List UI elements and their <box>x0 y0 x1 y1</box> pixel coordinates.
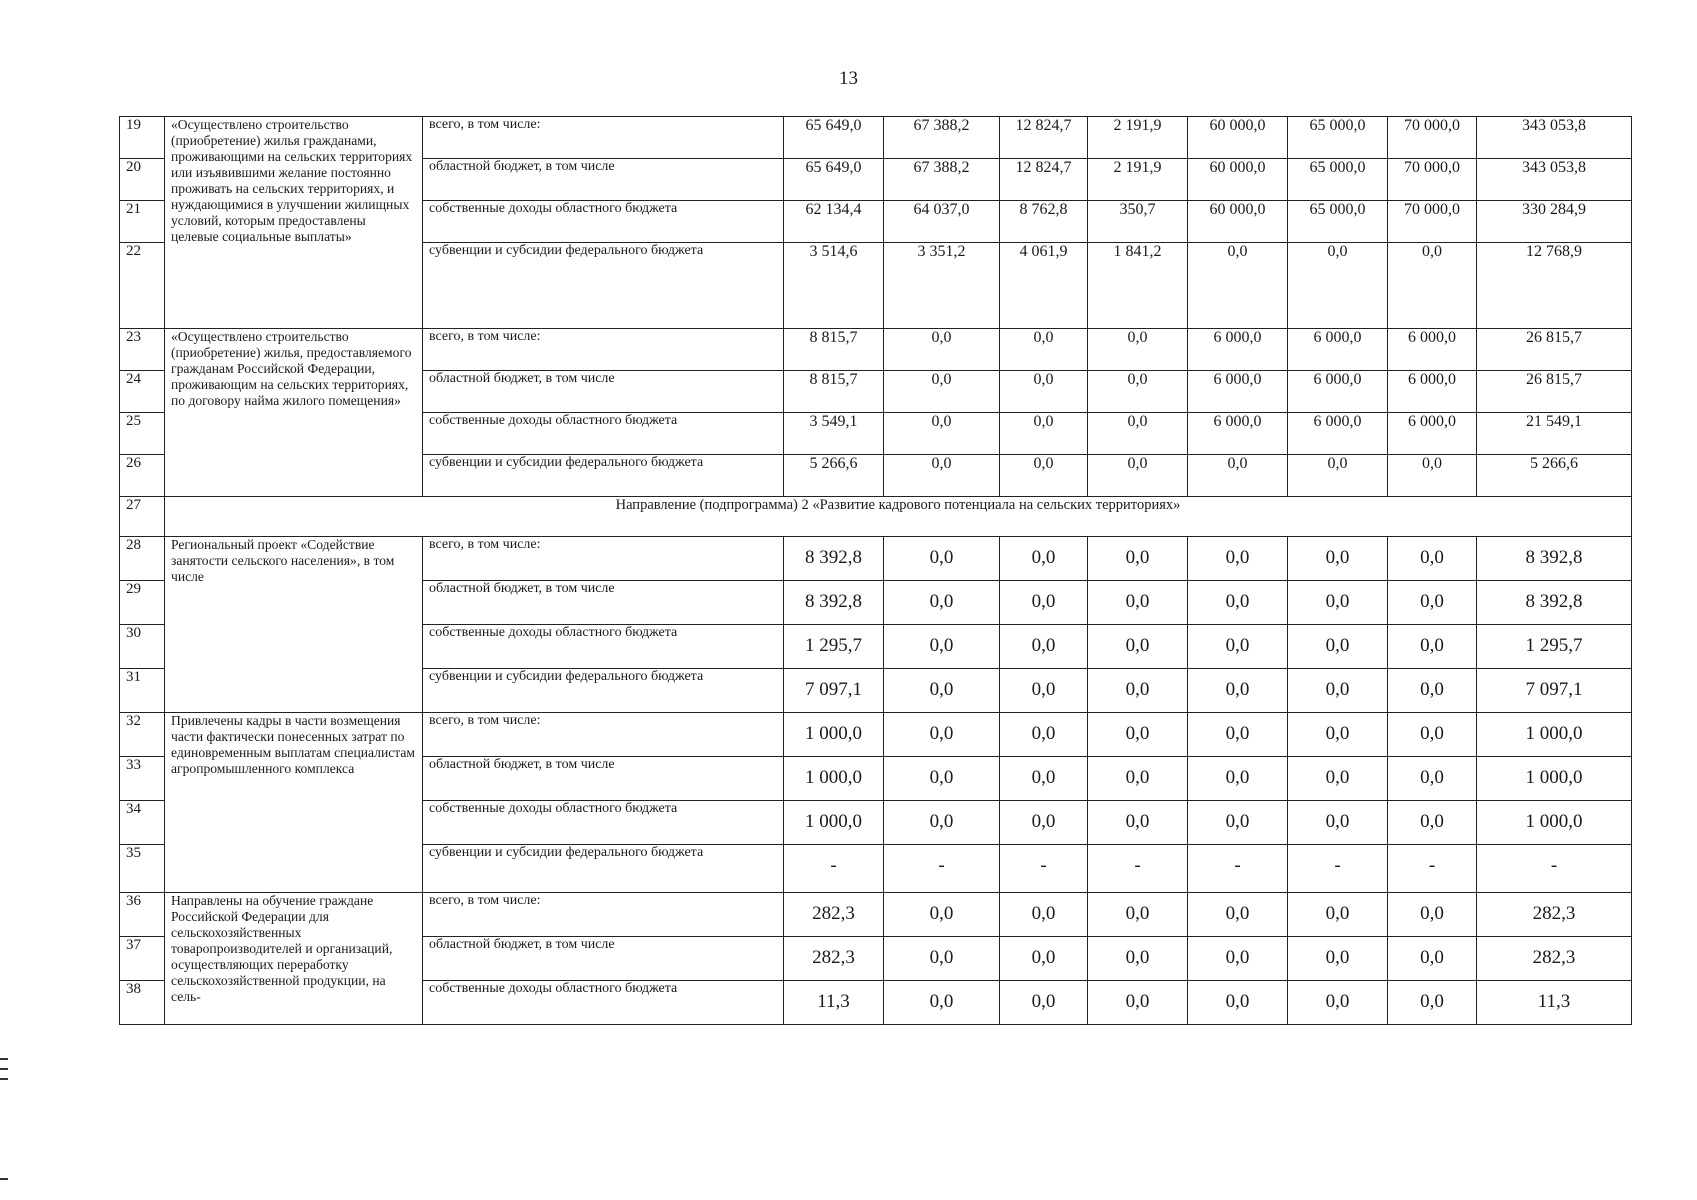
value-cell: 0,0 <box>1088 801 1188 845</box>
value-cell: 0,0 <box>1288 581 1388 625</box>
row-number: 31 <box>120 669 165 713</box>
value-cell: 6 000,0 <box>1388 329 1477 371</box>
value-cell: 65 649,0 <box>784 117 884 159</box>
value-cell: 65 000,0 <box>1288 117 1388 159</box>
value-cell: 21 549,1 <box>1477 413 1632 455</box>
value-cell: 282,3 <box>784 893 884 937</box>
value-cell: 0,0 <box>1088 581 1188 625</box>
funding-source: всего, в том числе: <box>423 713 784 757</box>
value-cell: - <box>784 845 884 893</box>
indicator-description: «Осуществлено строительство (приобретение) жилья гражданами, проживающими на сельских территориях или изъявившими желание постоянно проживать на сельских территориях, и нуждающимися в улучшении жилищных условий, которым предоставлены целевые социальные выплаты» <box>165 117 423 329</box>
row-number: 36 <box>120 893 165 937</box>
value-cell: 8 815,7 <box>784 329 884 371</box>
value-cell: 0,0 <box>1088 625 1188 669</box>
value-cell: 0,0 <box>1188 713 1288 757</box>
value-cell: - <box>884 845 1000 893</box>
value-cell: 7 097,1 <box>784 669 884 713</box>
value-cell: 0,0 <box>884 757 1000 801</box>
value-cell: 0,0 <box>884 329 1000 371</box>
page-number: 13 <box>839 68 858 89</box>
row-number: 26 <box>120 455 165 497</box>
funding-source: всего, в том числе: <box>423 117 784 159</box>
row-number: 22 <box>120 243 165 329</box>
margin-dash <box>0 1178 8 1180</box>
value-cell: 0,0 <box>1388 625 1477 669</box>
value-cell: 6 000,0 <box>1188 329 1288 371</box>
value-cell: 0,0 <box>1288 625 1388 669</box>
funding-source: областной бюджет, в том числе <box>423 757 784 801</box>
value-cell: 0,0 <box>1388 801 1477 845</box>
value-cell: 6 000,0 <box>1288 413 1388 455</box>
value-cell: 0,0 <box>1088 937 1188 981</box>
value-cell: 62 134,4 <box>784 201 884 243</box>
value-cell: 0,0 <box>1088 713 1188 757</box>
value-cell: 0,0 <box>1188 937 1288 981</box>
value-cell: 0,0 <box>1000 801 1088 845</box>
funding-source: собственные доходы областного бюджета <box>423 413 784 455</box>
row-number: 38 <box>120 981 165 1025</box>
value-cell: 0,0 <box>1288 713 1388 757</box>
funding-source: областной бюджет, в том числе <box>423 159 784 201</box>
value-cell: 0,0 <box>1000 413 1088 455</box>
value-cell: 6 000,0 <box>1388 371 1477 413</box>
value-cell: 0,0 <box>1000 455 1088 497</box>
row-number: 28 <box>120 537 165 581</box>
value-cell: 1 295,7 <box>1477 625 1632 669</box>
value-cell: 0,0 <box>884 413 1000 455</box>
funding-source: всего, в том числе: <box>423 893 784 937</box>
value-cell: 0,0 <box>1388 669 1477 713</box>
value-cell: 5 266,6 <box>784 455 884 497</box>
funding-source: собственные доходы областного бюджета <box>423 201 784 243</box>
value-cell: 343 053,8 <box>1477 159 1632 201</box>
value-cell: 70 000,0 <box>1388 201 1477 243</box>
value-cell: 8 762,8 <box>1000 201 1088 243</box>
value-cell: 0,0 <box>884 625 1000 669</box>
value-cell: 0,0 <box>1188 757 1288 801</box>
value-cell: 0,0 <box>1288 981 1388 1025</box>
row-number: 23 <box>120 329 165 371</box>
value-cell: 0,0 <box>884 893 1000 937</box>
value-cell: 6 000,0 <box>1288 371 1388 413</box>
value-cell: - <box>1288 845 1388 893</box>
value-cell: 0,0 <box>1388 981 1477 1025</box>
value-cell: 0,0 <box>1000 581 1088 625</box>
value-cell: 0,0 <box>1288 801 1388 845</box>
value-cell: 0,0 <box>1388 243 1477 329</box>
value-cell: 2 191,9 <box>1088 117 1188 159</box>
row-number: 33 <box>120 757 165 801</box>
value-cell: - <box>1000 845 1088 893</box>
value-cell: 1 000,0 <box>784 757 884 801</box>
row-number: 29 <box>120 581 165 625</box>
value-cell: 0,0 <box>884 937 1000 981</box>
value-cell: 65 000,0 <box>1288 159 1388 201</box>
value-cell: 0,0 <box>1388 757 1477 801</box>
value-cell: 7 097,1 <box>1477 669 1632 713</box>
value-cell: 64 037,0 <box>884 201 1000 243</box>
funding-source: субвенции и субсидии федерального бюджета <box>423 669 784 713</box>
value-cell: 1 000,0 <box>1477 757 1632 801</box>
section-header: Направление (подпрограмма) 2 «Развитие кадрового потенциала на сельских территориях» <box>165 497 1632 537</box>
value-cell: 0,0 <box>1388 893 1477 937</box>
table-row <box>120 713 1632 757</box>
value-cell: 0,0 <box>1088 981 1188 1025</box>
table-row <box>120 893 1632 937</box>
margin-marks <box>0 1058 8 1088</box>
value-cell: 11,3 <box>1477 981 1632 1025</box>
indicator-description: «Осуществлено строительство (приобретение) жилья, предоставляемого гражданам Российской Федерации, проживающим на сельских территориях, по договору найма жилого помещения» <box>165 329 423 497</box>
budget-table <box>119 116 1632 1025</box>
funding-source: собственные доходы областного бюджета <box>423 625 784 669</box>
value-cell: 0,0 <box>1088 413 1188 455</box>
table-row <box>120 329 1632 371</box>
row-number: 34 <box>120 801 165 845</box>
value-cell: 0,0 <box>1188 801 1288 845</box>
row-number: 32 <box>120 713 165 757</box>
value-cell: 3 351,2 <box>884 243 1000 329</box>
value-cell: 6 000,0 <box>1188 371 1288 413</box>
value-cell: 65 000,0 <box>1288 201 1388 243</box>
value-cell: 0,0 <box>1188 243 1288 329</box>
indicator-description: Направлены на обучение граждане Российской Федерации для сельскохозяйственных товаропроизводителей и организаций, осуществляющих переработку сельскохозяйственной продукции, на сель- <box>165 893 423 1025</box>
value-cell: 8 392,8 <box>1477 581 1632 625</box>
value-cell: 6 000,0 <box>1388 413 1477 455</box>
table-row <box>120 117 1632 159</box>
row-number: 30 <box>120 625 165 669</box>
value-cell: 0,0 <box>884 581 1000 625</box>
value-cell: 0,0 <box>884 455 1000 497</box>
value-cell: 0,0 <box>884 371 1000 413</box>
funding-source: субвенции и субсидии федерального бюджета <box>423 845 784 893</box>
value-cell: 0,0 <box>1088 537 1188 581</box>
value-cell: 8 392,8 <box>784 537 884 581</box>
value-cell: 0,0 <box>1000 893 1088 937</box>
value-cell: 12 824,7 <box>1000 117 1088 159</box>
value-cell: 67 388,2 <box>884 159 1000 201</box>
row-number: 35 <box>120 845 165 893</box>
value-cell: 0,0 <box>1088 455 1188 497</box>
value-cell: 0,0 <box>1000 757 1088 801</box>
value-cell: 3 514,6 <box>784 243 884 329</box>
funding-source: субвенции и субсидии федерального бюджета <box>423 243 784 329</box>
value-cell: 2 191,9 <box>1088 159 1188 201</box>
funding-source: собственные доходы областного бюджета <box>423 801 784 845</box>
value-cell: 12 768,9 <box>1477 243 1632 329</box>
value-cell: 0,0 <box>1188 625 1288 669</box>
value-cell: 0,0 <box>1188 537 1288 581</box>
value-cell: 4 061,9 <box>1000 243 1088 329</box>
row-number: 37 <box>120 937 165 981</box>
value-cell: - <box>1477 845 1632 893</box>
value-cell: 1 295,7 <box>784 625 884 669</box>
value-cell: 0,0 <box>1000 329 1088 371</box>
value-cell: 0,0 <box>1188 581 1288 625</box>
value-cell: 8 392,8 <box>1477 537 1632 581</box>
row-number: 24 <box>120 371 165 413</box>
value-cell: 0,0 <box>1388 713 1477 757</box>
funding-source: всего, в том числе: <box>423 537 784 581</box>
value-cell: 0,0 <box>1388 455 1477 497</box>
value-cell: 0,0 <box>1000 537 1088 581</box>
value-cell: 11,3 <box>784 981 884 1025</box>
funding-source: областной бюджет, в том числе <box>423 581 784 625</box>
value-cell: 60 000,0 <box>1188 117 1288 159</box>
funding-source: собственные доходы областного бюджета <box>423 981 784 1025</box>
value-cell: 0,0 <box>1388 937 1477 981</box>
value-cell: 0,0 <box>1188 981 1288 1025</box>
value-cell: 8 815,7 <box>784 371 884 413</box>
value-cell: 1 000,0 <box>1477 713 1632 757</box>
value-cell: 0,0 <box>1288 537 1388 581</box>
indicator-description: Привлечены кадры в части возмещения части фактически понесенных затрат по единовременным выплатам специалистам агропромышленного комплекса <box>165 713 423 893</box>
value-cell: 282,3 <box>1477 937 1632 981</box>
table-row <box>120 537 1632 581</box>
value-cell: 0,0 <box>1000 981 1088 1025</box>
row-number: 20 <box>120 159 165 201</box>
value-cell: 6 000,0 <box>1288 329 1388 371</box>
value-cell: 343 053,8 <box>1477 117 1632 159</box>
value-cell: 0,0 <box>1288 455 1388 497</box>
value-cell: 0,0 <box>884 981 1000 1025</box>
value-cell: 0,0 <box>1288 243 1388 329</box>
funding-source: областной бюджет, в том числе <box>423 937 784 981</box>
value-cell: 65 649,0 <box>784 159 884 201</box>
value-cell: 0,0 <box>1000 669 1088 713</box>
indicator-description: Региональный проект «Содействие занятости сельского населения», в том числе <box>165 537 423 713</box>
value-cell: 0,0 <box>1088 757 1188 801</box>
value-cell: 0,0 <box>1288 893 1388 937</box>
value-cell: 0,0 <box>1000 937 1088 981</box>
value-cell: 0,0 <box>1188 893 1288 937</box>
value-cell: - <box>1088 845 1188 893</box>
funding-source: областной бюджет, в том числе <box>423 371 784 413</box>
value-cell: 70 000,0 <box>1388 117 1477 159</box>
value-cell: 26 815,7 <box>1477 371 1632 413</box>
funding-source: всего, в том числе: <box>423 329 784 371</box>
value-cell: 0,0 <box>1088 893 1188 937</box>
value-cell: 6 000,0 <box>1188 413 1288 455</box>
value-cell: 0,0 <box>1088 371 1188 413</box>
value-cell: 0,0 <box>1188 455 1288 497</box>
value-cell: 0,0 <box>1288 757 1388 801</box>
value-cell: 0,0 <box>1000 713 1088 757</box>
value-cell: 0,0 <box>1288 669 1388 713</box>
value-cell: 26 815,7 <box>1477 329 1632 371</box>
value-cell: 0,0 <box>884 713 1000 757</box>
value-cell: 60 000,0 <box>1188 159 1288 201</box>
value-cell: 0,0 <box>884 537 1000 581</box>
value-cell: - <box>1388 845 1477 893</box>
value-cell: 0,0 <box>1388 581 1477 625</box>
value-cell: 70 000,0 <box>1388 159 1477 201</box>
value-cell: 1 000,0 <box>784 801 884 845</box>
value-cell: 0,0 <box>1188 669 1288 713</box>
value-cell: 0,0 <box>884 669 1000 713</box>
value-cell: 330 284,9 <box>1477 201 1632 243</box>
value-cell: 3 549,1 <box>784 413 884 455</box>
value-cell: 0,0 <box>884 801 1000 845</box>
value-cell: 1 841,2 <box>1088 243 1188 329</box>
table-row <box>120 497 1632 537</box>
value-cell: 0,0 <box>1088 329 1188 371</box>
value-cell: 8 392,8 <box>784 581 884 625</box>
value-cell: 0,0 <box>1000 625 1088 669</box>
value-cell: 282,3 <box>784 937 884 981</box>
value-cell: 12 824,7 <box>1000 159 1088 201</box>
row-number: 19 <box>120 117 165 159</box>
row-number: 27 <box>120 497 165 537</box>
row-number: 21 <box>120 201 165 243</box>
funding-source: субвенции и субсидии федерального бюджета <box>423 455 784 497</box>
value-cell: 1 000,0 <box>784 713 884 757</box>
value-cell: 0,0 <box>1388 537 1477 581</box>
value-cell: - <box>1188 845 1288 893</box>
value-cell: 60 000,0 <box>1188 201 1288 243</box>
value-cell: 67 388,2 <box>884 117 1000 159</box>
row-number: 25 <box>120 413 165 455</box>
value-cell: 282,3 <box>1477 893 1632 937</box>
value-cell: 0,0 <box>1088 669 1188 713</box>
value-cell: 0,0 <box>1288 937 1388 981</box>
value-cell: 1 000,0 <box>1477 801 1632 845</box>
value-cell: 350,7 <box>1088 201 1188 243</box>
value-cell: 5 266,6 <box>1477 455 1632 497</box>
value-cell: 0,0 <box>1000 371 1088 413</box>
